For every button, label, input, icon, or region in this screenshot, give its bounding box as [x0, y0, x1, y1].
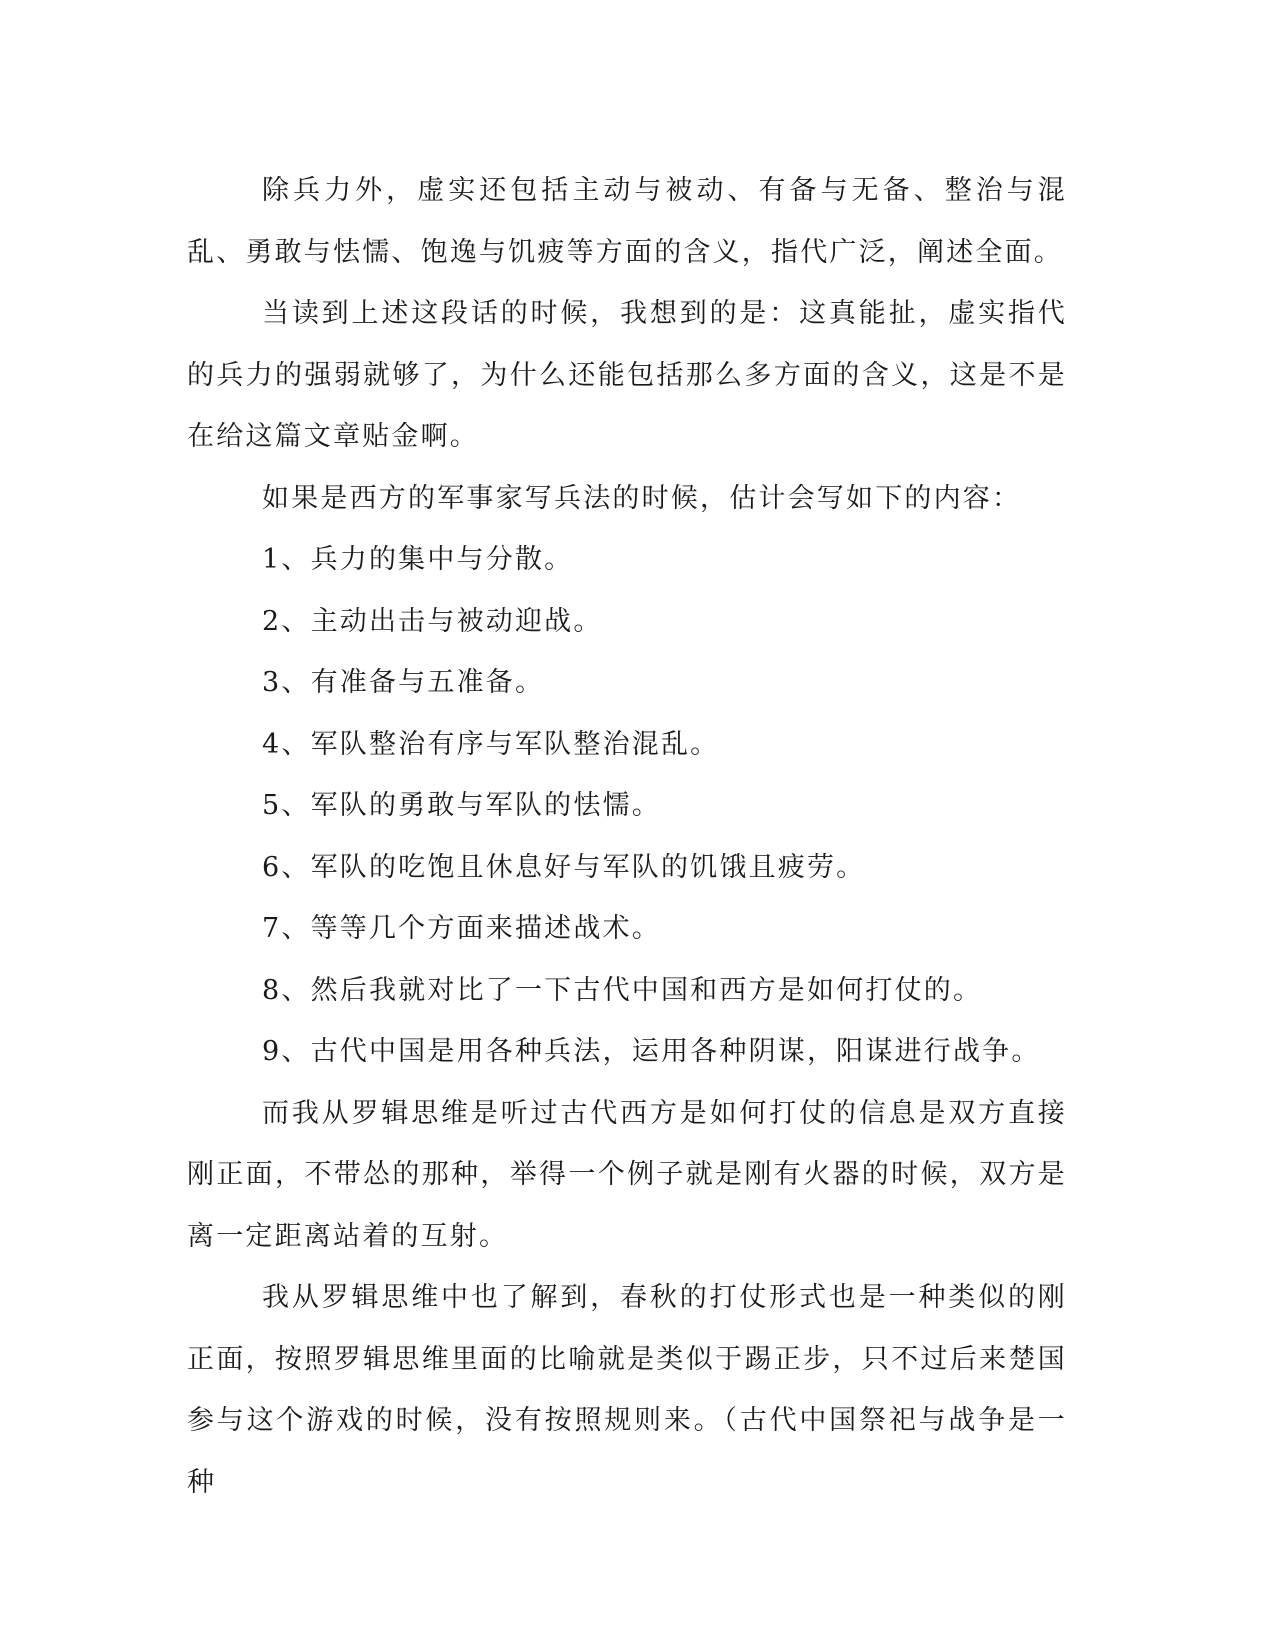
list-item: 8、然后我就对比了一下古代中国和西方是如何打仗的。 [262, 974, 983, 1006]
list-item: 4、军队整治有序与军队整治混乱。 [262, 728, 720, 760]
paragraph: 而我从罗辑思维是听过古代西方是如何打仗的信息是双方直接刚正面，不带怂的那种，举得一个例子就是刚有火器的时候，双方是离一定距离站着的互射。 [187, 1097, 1067, 1252]
document-body [187, 160, 1067, 1513]
list-item: 9、古代中国是用各种兵法，运用各种阴谋，阳谋进行战争。 [262, 1036, 1041, 1067]
list-item: 3、有准备与五准备。 [262, 667, 545, 698]
paragraph: 除兵力外，虚实还包括主动与被动、有备与无备、整治与混乱、勇敢与怯懦、饱逸与饥疲等方面的含义，指代广泛，阐述全面。 [187, 175, 1067, 268]
paragraph: 如果是西方的军事家写兵法的时候，估计会写如下的内容： [262, 482, 1022, 514]
paragraph: 我从罗辑思维中也了解到，春秋的打仗形式也是一种类似的刚正面，按照罗辑思维里面的比喻就是类似于踢正步，只不过后来楚国参与这个游戏的时候，没有按照规则来。（古代中国祭祀与战争是一种 [187, 1282, 1067, 1498]
list-item: 1、兵力的集中与分散。 [262, 544, 574, 575]
list-item: 2、主动出击与被动迎战。 [262, 605, 603, 637]
list-item: 5、军队的勇敢与军队的怯懦。 [262, 790, 661, 821]
list-item: 6、军队的吃饱且休息好与军队的饥饿且疲劳。 [262, 851, 866, 883]
paragraph: 当读到上述这段话的时候，我想到的是：这真能扯，虚实指代的兵力的强弱就够了，为什么还能包括那么多方面的含义，这是不是在给这篇文章贴金啊。 [187, 298, 1067, 452]
list-item: 7、等等几个方面来描述战术。 [262, 913, 661, 944]
